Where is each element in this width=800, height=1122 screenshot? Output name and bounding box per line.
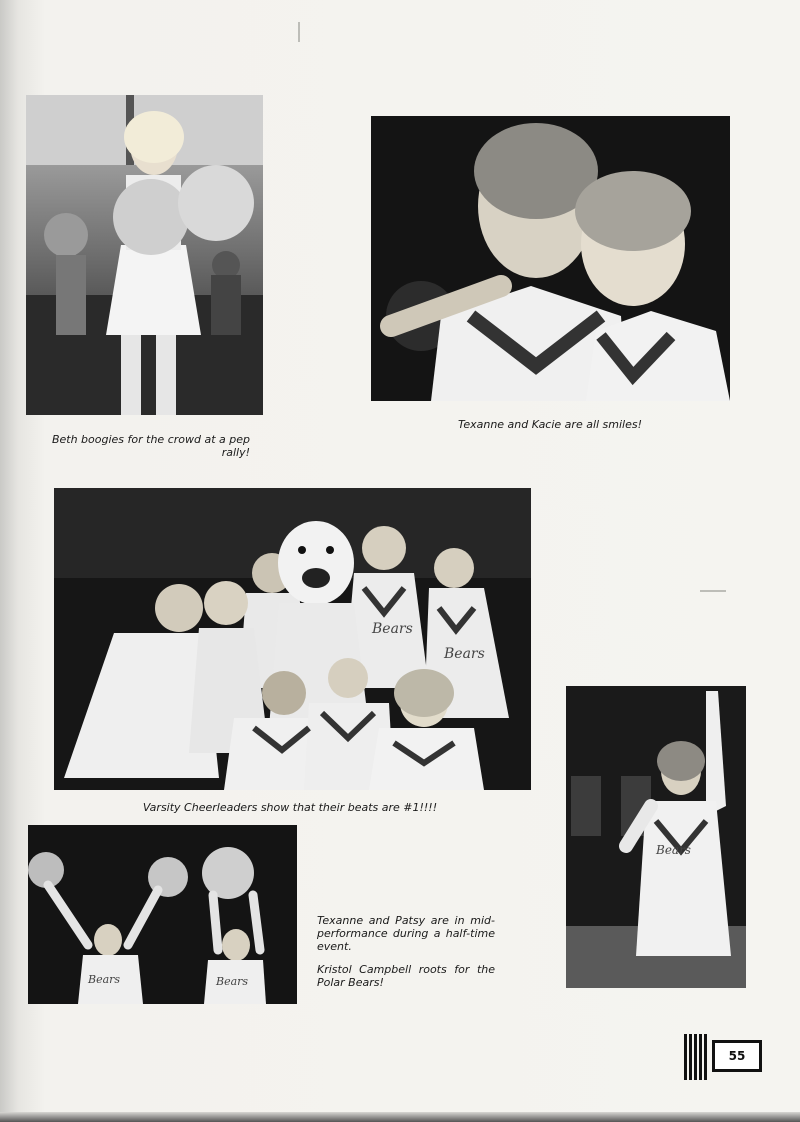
- side-caption: [317, 914, 495, 999]
- uniform-text-5: Bears: [216, 975, 249, 988]
- scan-mark: [700, 590, 726, 592]
- page-number-block: [684, 1034, 764, 1080]
- photo-texanne-patsy: [28, 825, 297, 1004]
- photo-texanne-kacie: [371, 116, 730, 401]
- caption-beth: Beth boogies for the crowd at a pep rally!: [51, 433, 250, 459]
- caption-varsity: Varsity Cheerleaders show that their beats are #1!!!!: [142, 801, 438, 814]
- scan-mark: [298, 22, 300, 42]
- uniform-text-2: Bears: [444, 646, 485, 662]
- uniform-text-1: Bears: [372, 621, 413, 637]
- page-bottom-edge: [0, 1112, 800, 1122]
- page-number: 55: [712, 1040, 762, 1072]
- photo-beth-pep-rally: [26, 95, 263, 415]
- caption-texanne-kacie: Texanne and Kacie are all smiles!: [457, 418, 643, 431]
- uniform-text-3: Bears: [656, 843, 691, 857]
- caption-kristol-campbell: Kristol Campbell roots for the Polar Bears!: [317, 963, 495, 989]
- caption-texanne-patsy: Texanne and Patsy are in mid-performance during a half-time event.: [317, 914, 495, 953]
- photo-varsity-group: [54, 488, 531, 790]
- uniform-text-4: Bears: [88, 973, 121, 986]
- photo-kristol-campbell: [566, 686, 746, 988]
